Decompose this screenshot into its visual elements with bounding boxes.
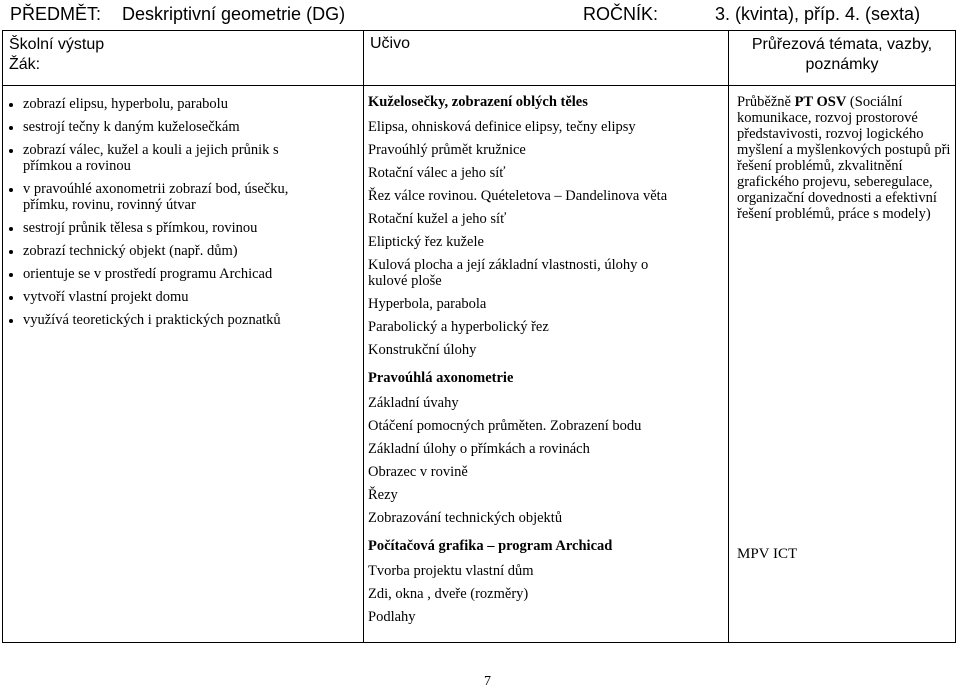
outcomes-subtitle: Žák: [9,56,41,73]
list-item: Eliptický řez kužele [368,234,484,250]
cross-cell [729,86,956,643]
cross-title-line1: Průřezová témata, vazby, [751,36,933,53]
list-item: • zobrazí elipsu, hyperbolu, parabolu [23,96,363,112]
list-item: • zobrazí válec, kužel a kouli a jejich průnik s přímkou a rovinou [23,142,313,174]
list-item: • sestrojí tečny k daným kuželosečkám [23,119,363,135]
list-item: Podlahy [368,609,416,625]
curriculum-topics [364,86,728,625]
list-item: Zobrazování technických objektů [368,510,563,526]
outcomes-cell [3,86,364,643]
section-title: Počítačová grafika – program Archicad [368,538,613,554]
curriculum-cell [364,86,729,643]
cross-topics-text [729,86,955,222]
list-item: Řezy [368,487,398,503]
curriculum-column-header [364,31,729,86]
section-title: Pravoúhlá axonometrie [368,370,514,386]
section-title: Kuželosečky, zobrazení oblých těles [368,94,588,110]
outcomes-title: Školní výstup [9,36,105,53]
list-item: Otáčení pomocných průměten. Zobrazení bodu [368,418,642,434]
outcomes-column-header [3,31,364,86]
list-item: • orientuje se v prostředí programu Archicad [23,266,363,282]
list-item: Základní úlohy o přímkách a rovinách [368,441,590,457]
year-value: 3. (kvinta), příp. 4. (sexta) [715,4,921,24]
list-item: Řez válce rovinou. Quételetova – Dandelinova věta [368,188,668,204]
list-item: Obrazec v rovině [368,464,468,480]
list-item: • v pravoúhlé axonometrii zobrazí bod, úsečku, přímku, rovinu, rovinný útvar [23,181,333,213]
mpv-note: MPV ICT [737,546,798,562]
list-item: Tvorba projektu vlastní dům [368,563,534,579]
list-item: • sestrojí průnik tělesa s přímkou, rovinou [23,220,363,236]
list-item: Rotační válec a jeho síť [368,165,506,181]
list-item: Rotační kužel a jeho síť [368,211,507,227]
year-label: ROČNÍK: [583,4,659,24]
list-item: Pravoúhlý průmět kružnice [368,142,526,158]
subject-label: PŘEDMĚT: [10,4,102,24]
outcomes-list [3,96,363,328]
curriculum-table [2,30,956,643]
list-item: • využívá teoretických i praktických poznatků [23,312,363,328]
page-header [10,4,955,28]
cross-text: (Sociální komunikace, rozvoj prostorové představivosti, rozvoj logického myšlení a myšlenkových postupů při řešení problémů, zkvalitnění grafického projevu, seberegulace, organizační dovednosti a efektivní řešení problémů, práce s modely) [737,94,951,222]
list-item: Kulová plocha a její základní vlastnosti, úlohy o kulové ploše [368,257,649,289]
list-item: Zdi, okna , dveře (rozměry) [368,586,529,602]
list-item: Elipsa, ohnisková definice elipsy, tečny elipsy [368,119,636,135]
cross-lead: Průběžně [737,94,791,110]
cross-title-line2: poznámky [805,56,879,73]
list-item: • zobrazí technický objekt (např. dům) [23,243,363,259]
list-item: Hyperbola, parabola [368,296,487,312]
cross-bold: PT OSV [794,94,847,110]
curriculum-title: Učivo [370,35,411,52]
list-item: Konstrukční úlohy [368,342,477,358]
list-item: • vytvoří vlastní projekt domu [23,289,363,305]
list-item: Základní úvahy [368,395,459,411]
subject-value: Deskriptivní geometrie (DG) [122,4,346,24]
list-item: Parabolický a hyperbolický řez [368,319,549,335]
cross-column-header [729,31,956,86]
page-number: 7 [484,674,491,689]
